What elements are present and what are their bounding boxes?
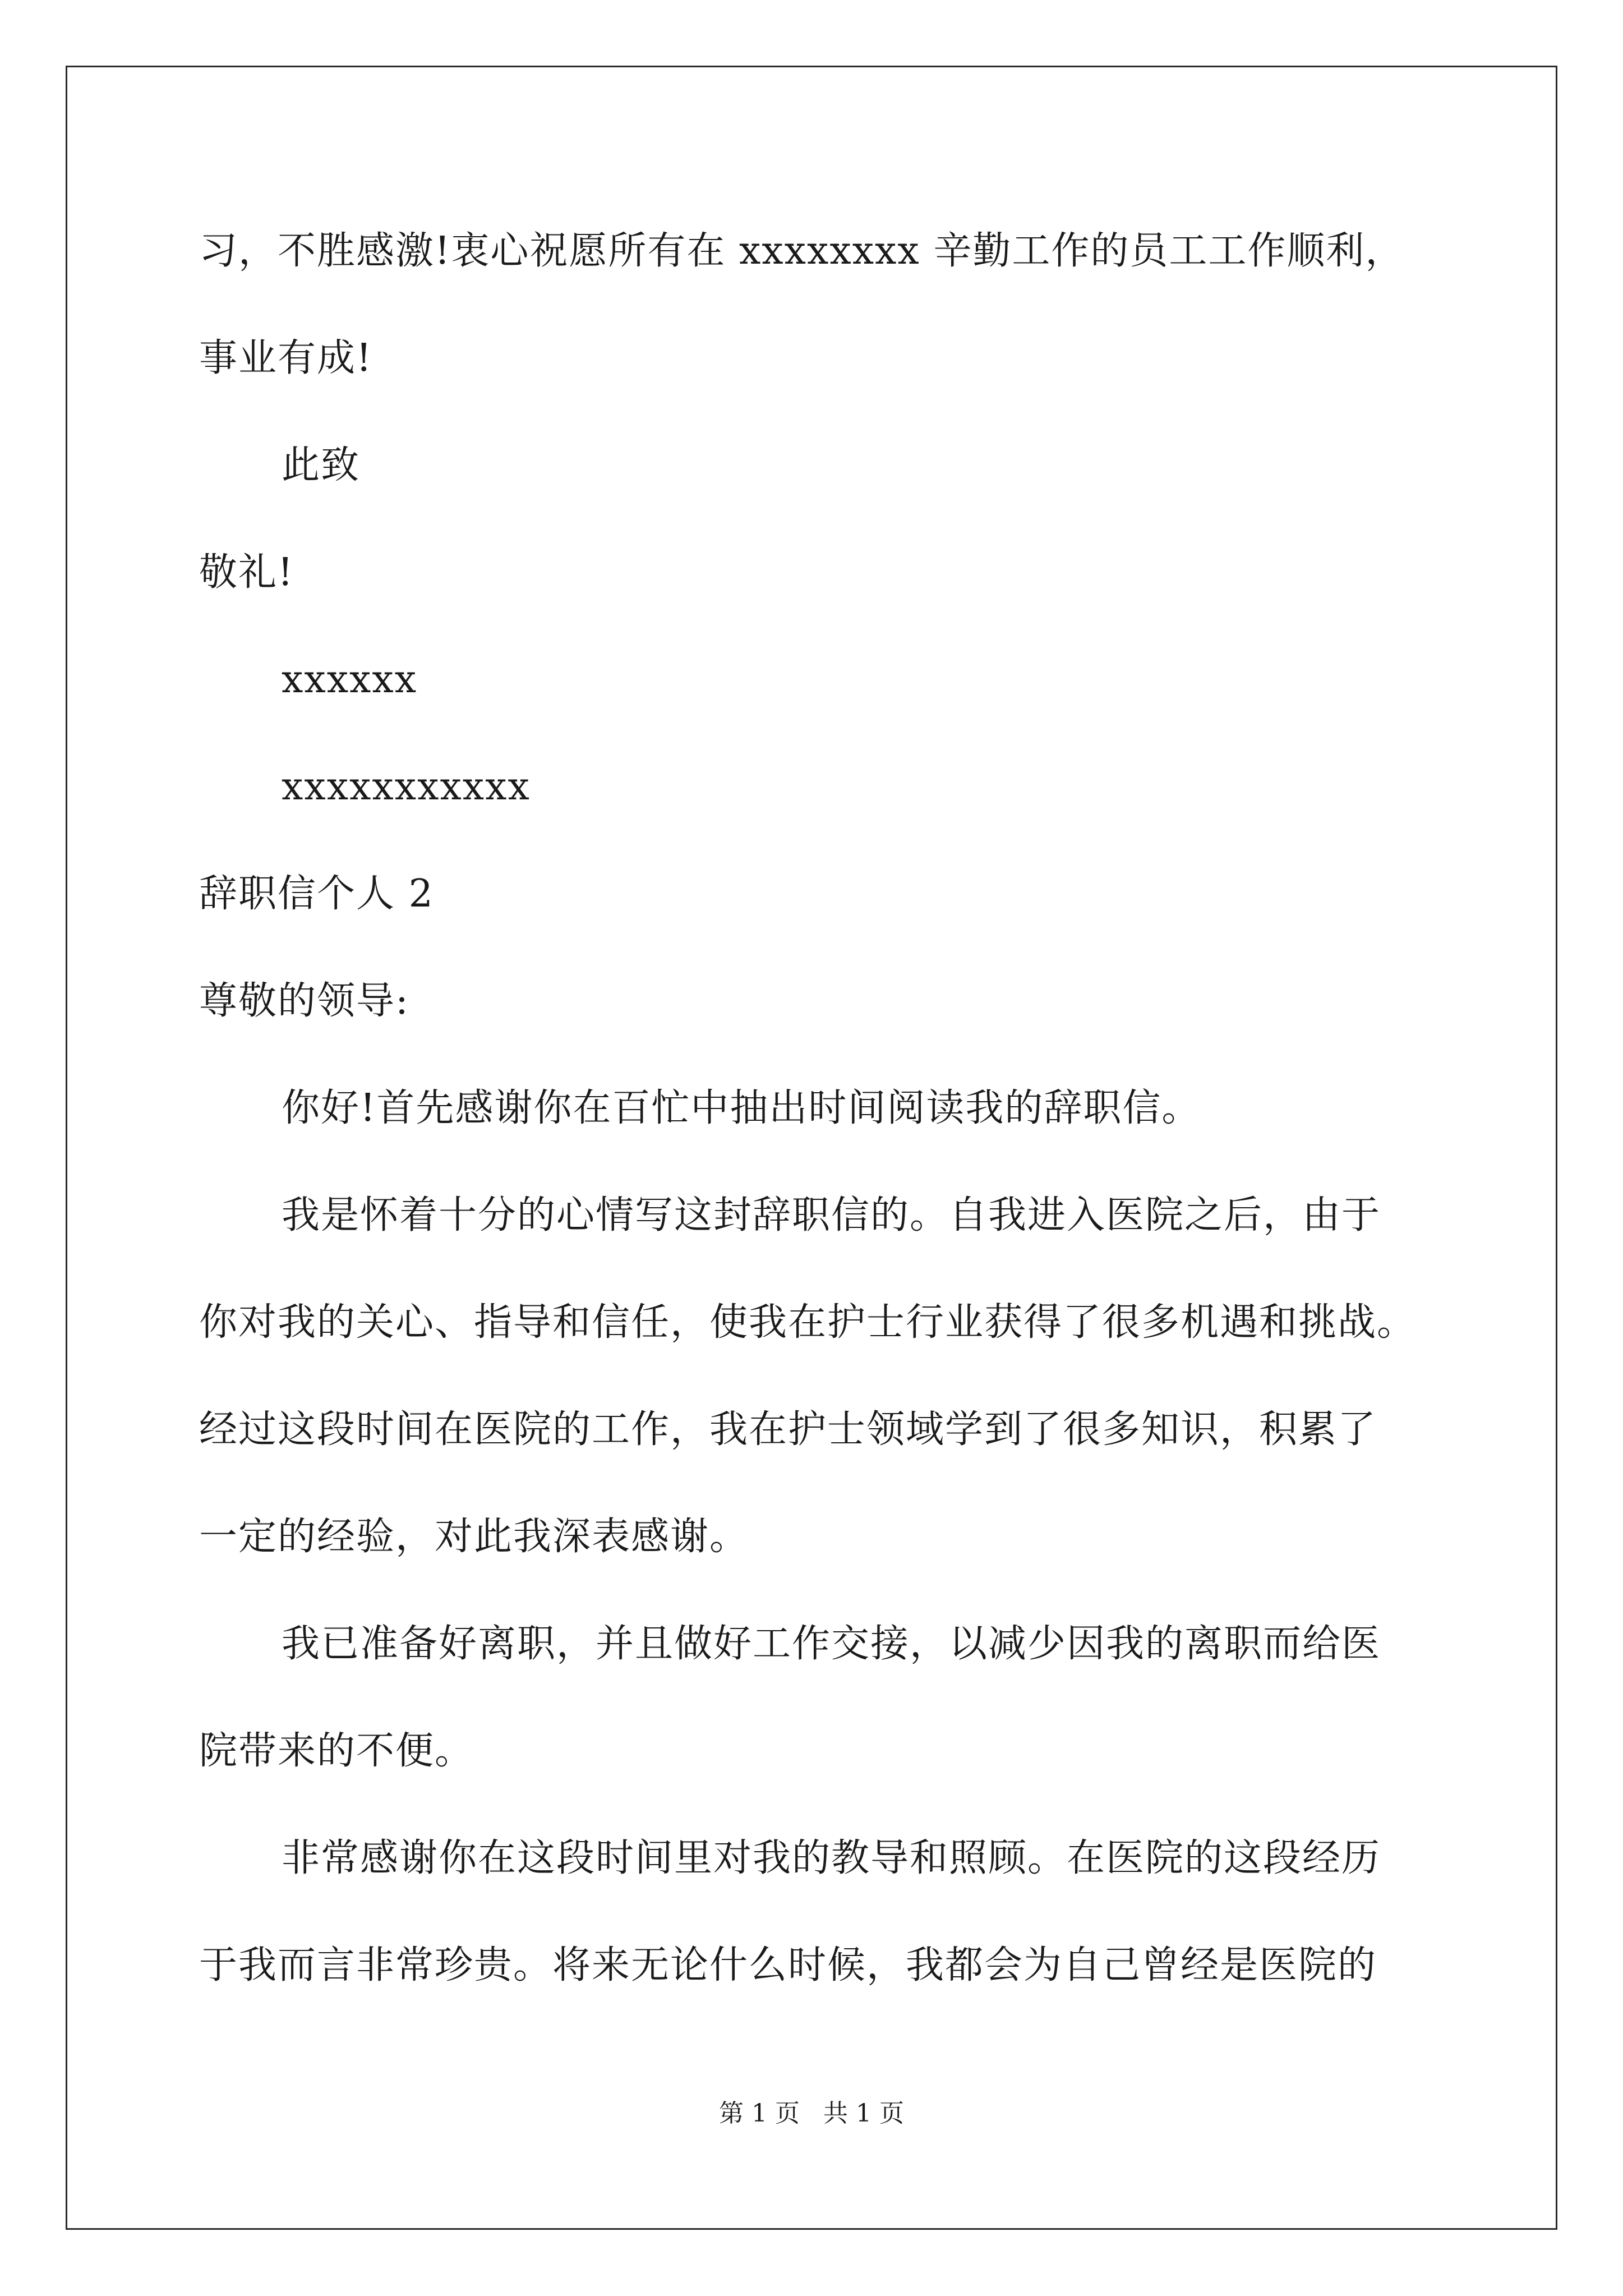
section-title: 辞职信个人 2: [199, 872, 434, 916]
closing-regards: 敬礼!: [199, 550, 294, 595]
paragraph-4-line-1: 非常感谢你在这段时间里对我的教导和照顾。在医院的这段经历: [282, 1836, 1381, 1880]
paragraph-3-line-1: 我已准备好离职，并且做好工作交接，以减少因我的离职而给医: [282, 1622, 1381, 1666]
paragraph-3-line-2: 院带来的不便。: [199, 1729, 474, 1773]
signature-date: xxxxxxxxxxx: [282, 765, 531, 809]
paragraph-2-line-2: 你对我的关心、指导和信任，使我在护士行业获得了很多机遇和挑战。: [199, 1300, 1417, 1345]
paragraph-1-line-1: 你好!首先感谢你在百忙中抽出时间阅读我的辞职信。: [282, 1086, 1201, 1130]
paragraph-2-line-4: 一定的经验，对此我深表感谢。: [199, 1515, 749, 1559]
paragraph-2-line-3: 经过这段时间在医院的工作，我在护士领域学到了很多知识，积累了: [199, 1407, 1377, 1452]
greeting: 尊敬的领导:: [199, 979, 409, 1023]
closing-salutation: 此致: [282, 443, 361, 487]
page-border: [66, 66, 1557, 2230]
paragraph-4-line-2: 于我而言非常珍贵。将来无论什么时候，我都会为自己曾经是医院的: [199, 1943, 1377, 1987]
signature-name: xxxxxx: [282, 657, 418, 702]
body-line-2: 事业有成!: [199, 336, 373, 380]
paragraph-2-line-1: 我是怀着十分的心情写这封辞职信的。自我进入医院之后，由于: [282, 1193, 1381, 1237]
page-footer: 第 1 页 共 1 页: [719, 2099, 904, 2128]
body-line-1: 习，不胜感激!衷心祝愿所有在 xxxxxxxx 辛勤工作的员工工作顺利，: [199, 229, 1405, 273]
